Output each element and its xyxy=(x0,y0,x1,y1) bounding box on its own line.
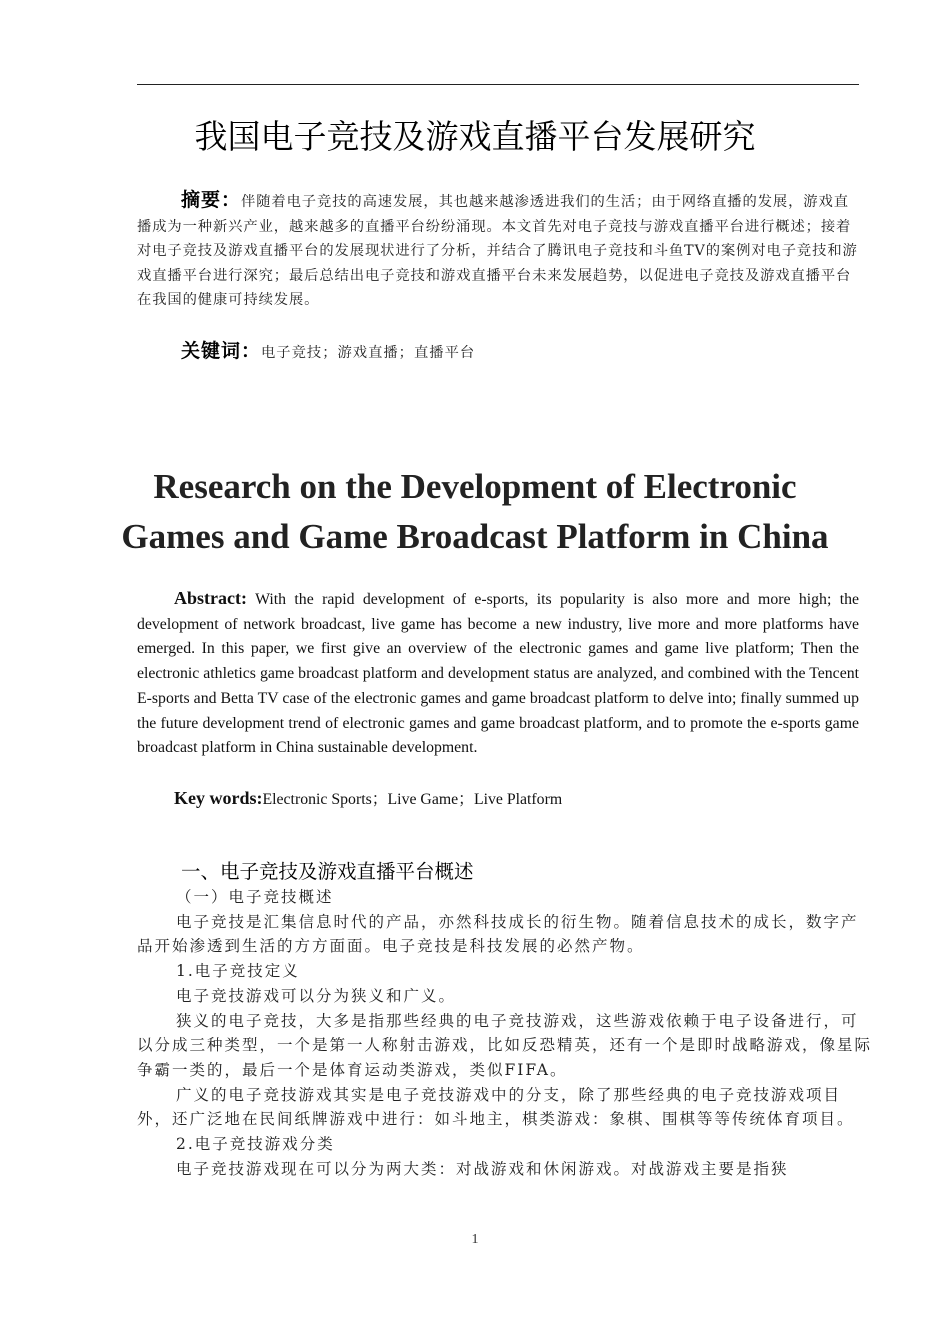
english-abstract xyxy=(137,586,859,761)
chinese-abstract xyxy=(137,188,859,313)
body-paragraph: 电子竞技是汇集信息时代的产品，亦然科技成长的衍生物。随着信息技术的成长，数字产品开始渗透到生活的方方面面。电子竞技是科技发展的必然产物。 xyxy=(137,912,859,956)
english-abstract-label: Abstract: xyxy=(174,588,247,608)
body-paragraph: 广义的电子竞技游戏其实是电子竞技游戏中的分支，除了那些经典的电子竞技游戏项目外，还广泛地在民间纸牌游戏中进行：如斗地主，棋类游戏：象棋、围棋等等传统体育项目。 xyxy=(137,1085,855,1129)
chinese-keywords-label: 关键词： xyxy=(181,340,262,362)
english-keywords-text: Electronic Sports；Live Game；Live Platform xyxy=(262,791,563,808)
section-heading: 一、电子竞技及游戏直播平台概述 xyxy=(181,860,474,883)
english-keywords-label: Key words: xyxy=(174,788,263,808)
numbered-heading: 1.电子竞技定义 xyxy=(176,962,300,981)
english-title-line-2: Games and Game Broadcast Platform in China xyxy=(121,517,829,556)
english-title-line-1: Research on the Development of Electronic xyxy=(153,467,797,506)
chinese-abstract-text: 伴随着电子竞技的高速发展，其也越来越渗透进我们的生活；由于网络直播的发展，游戏直播成为一种新兴产业，越来越多的直播平台纷纷涌现。本文首先对电子竞技与游戏直播平台进行概述；接着对电子竞技及游戏直播平台的发展现状进行了分析，并结合了腾讯电子竞技和斗鱼TV的案例对电子竞技和游戏直播平台进行深究；最后总结出电子竞技和游戏直播平台未来发展趋势，以促进电子竞技及游戏直播平台在我国的健康可持续发展。 xyxy=(137,194,858,308)
page-number: 1 xyxy=(471,1232,479,1247)
body-paragraph: 狭义的电子竞技，大多是指那些经典的电子竞技游戏，这些游戏依赖于电子设备进行，可以分成三种类型，一个是第一人称射击游戏，比如反恐精英，还有一个是即时战略游戏，像星际争霸一类的，最后一个是体育运动类游戏，类似FIFA。 xyxy=(137,1011,873,1079)
english-title xyxy=(0,462,950,562)
body-paragraph: 电子竞技游戏现在可以分为两大类：对战游戏和休闲游戏。对战游戏主要是指狭 xyxy=(176,1159,789,1178)
header-rule xyxy=(137,84,859,85)
chinese-abstract-label: 摘要： xyxy=(181,189,242,211)
chinese-keywords-text: 电子竞技；游戏直播；直播平台 xyxy=(261,345,476,361)
section-body xyxy=(137,885,872,1181)
numbered-heading: 2.电子竞技游戏分类 xyxy=(176,1135,335,1154)
english-keywords xyxy=(174,785,854,813)
english-abstract-text: With the rapid development of e-sports, its popularity is also more and more high; the development of network broadcast, live game has become a new industry, live more and more platforms have emerged. In this paper, we first give an overview of the electronic games and game live platform; Then the electronic athletics game broadcast platform and development status are analyzed, and combined with the Tencent E-sports and Betta TV case of the electronic games and game broadcast platform to delve into; finally summed up the future development trend of electronic games and game broadcast platform, and to promote the e-sports game broadcast platform in China sustainable development. xyxy=(137,591,860,757)
body-paragraph: 电子竞技游戏可以分为狭义和广义。 xyxy=(176,986,457,1005)
subsection-heading: （一）电子竞技概述 xyxy=(176,888,334,906)
chinese-title: 我国电子竞技及游戏直播平台发展研究 xyxy=(194,117,756,156)
chinese-keywords xyxy=(181,336,841,368)
